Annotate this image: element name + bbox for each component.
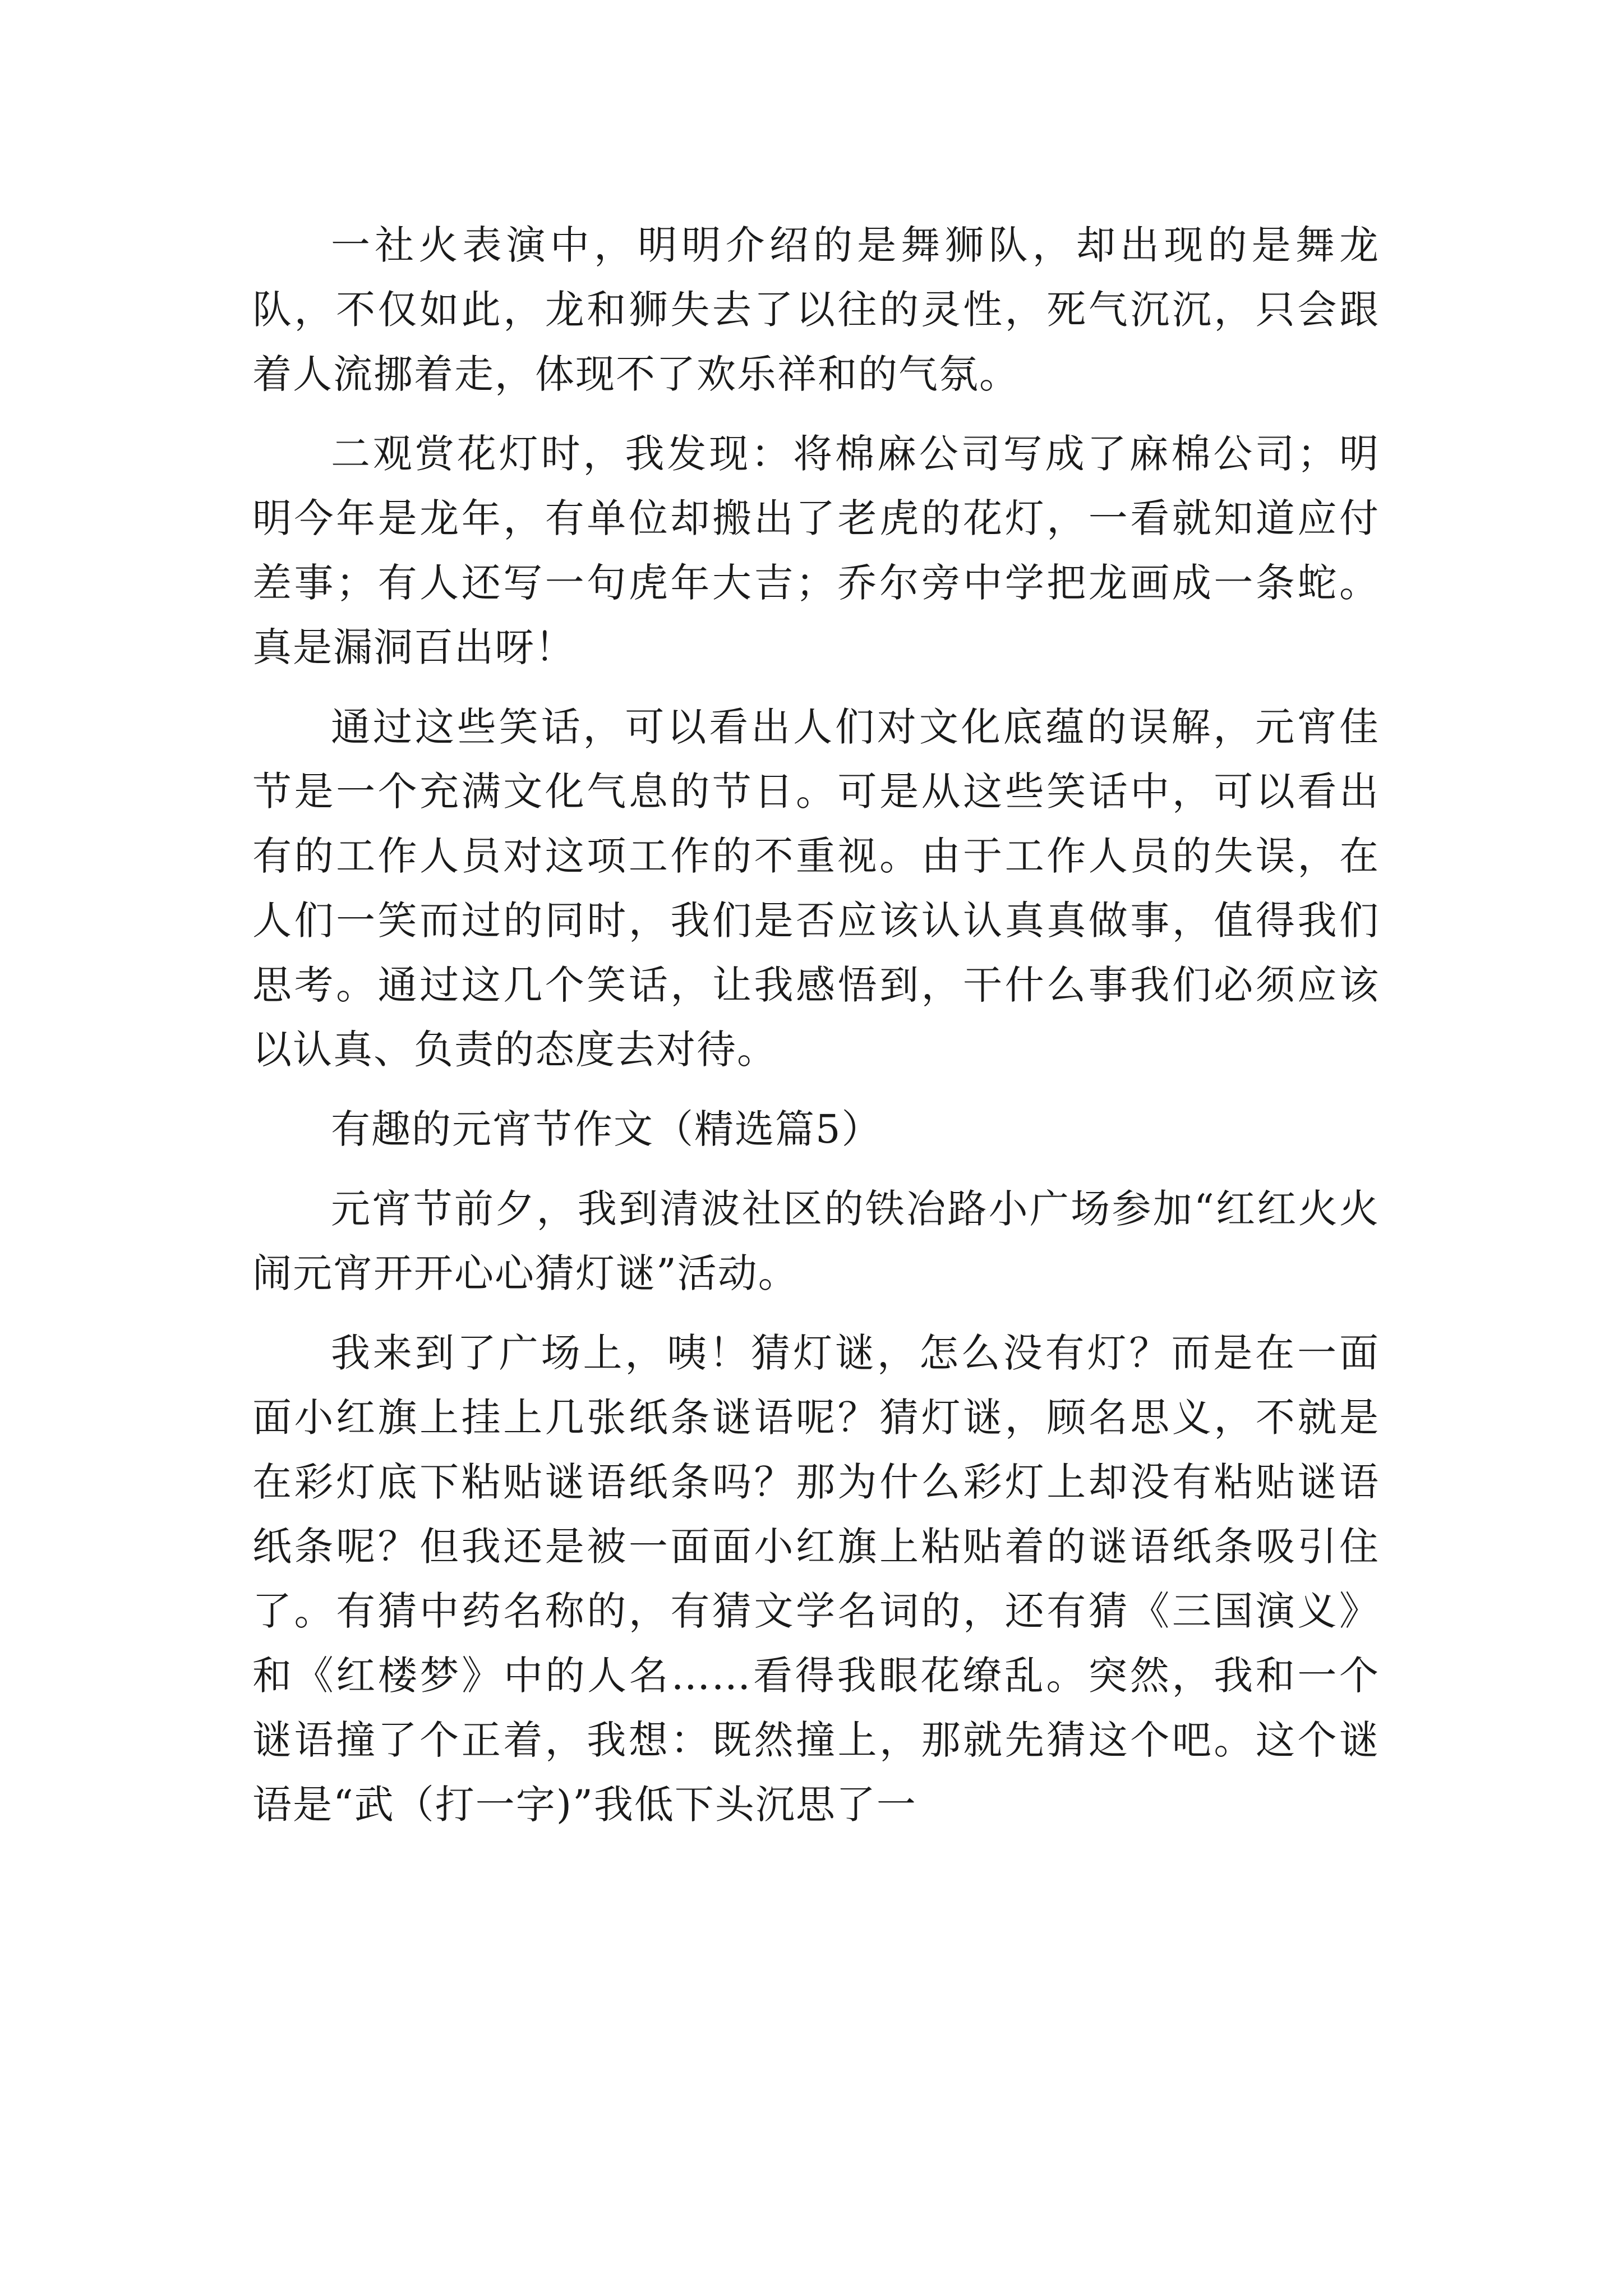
paragraph-reflection: 通过这些笑话，可以看出人们对文化底蕴的误解，元宵佳节是一个充满文化气息的节日。可是从这些笑话中，可以看出有的工作人员对这项工作的不重视。由于工作人员的失误，在人们一笑而过的同时，我们是否应该认认真真做事，值得我们思考。通过这几个笑话，让我感悟到，干什么事我们必须应该以认真、负责的态度去对待。 [252,704,1380,1073]
paragraph-shehuo-performance: 一社火表演中，明明介绍的是舞狮队，却出现的是舞龙队，不仅如此，龙和狮失去了以往的灵性，死气沉沉，只会跟着人流挪着走，体现不了欢乐祥和的气氛。 [252,222,1380,397]
paragraph-festival-eve: 元宵节前夕，我到清波社区的铁冶路小广场参加“红红火火闹元宵开开心心猜灯谜”活动。 [252,1186,1380,1296]
paragraph-lantern-viewing: 二观赏花灯时，我发现：将棉麻公司写成了麻棉公司；明明今年是龙年，有单位却搬出了老虎的花灯，一看就知道应付差事；有人还写一句虎年大吉；乔尔旁中学把龙画成一条蛇。真是漏洞百出呀！ [252,431,1380,670]
section-heading: 有趣的元宵节作文（精选篇5） [331,1106,882,1152]
paragraph-lantern-riddles: 我来到了广场上，咦！猜灯谜，怎么没有灯？而是在一面面小红旗上挂上几张纸条谜语呢？猜灯谜，顾名思义，不就是在彩灯底下粘贴谜语纸条吗？那为什么彩灯上却没有粘贴谜语纸条呢？但我还是被一面面小红旗上粘贴着的谜语纸条吸引住了。有猜中药名称的，有猜文学名词的，还有猜《三国演义》和《红楼梦》中的人名……看得我眼花缭乱。突然，我和一个谜语撞了个正着，我想：既然撞上，那就先猜这个吧。这个谜语是“武（打一字)”我低下头沉思了一 [252,1330,1380,1828]
document-body [252,213,1380,1837]
